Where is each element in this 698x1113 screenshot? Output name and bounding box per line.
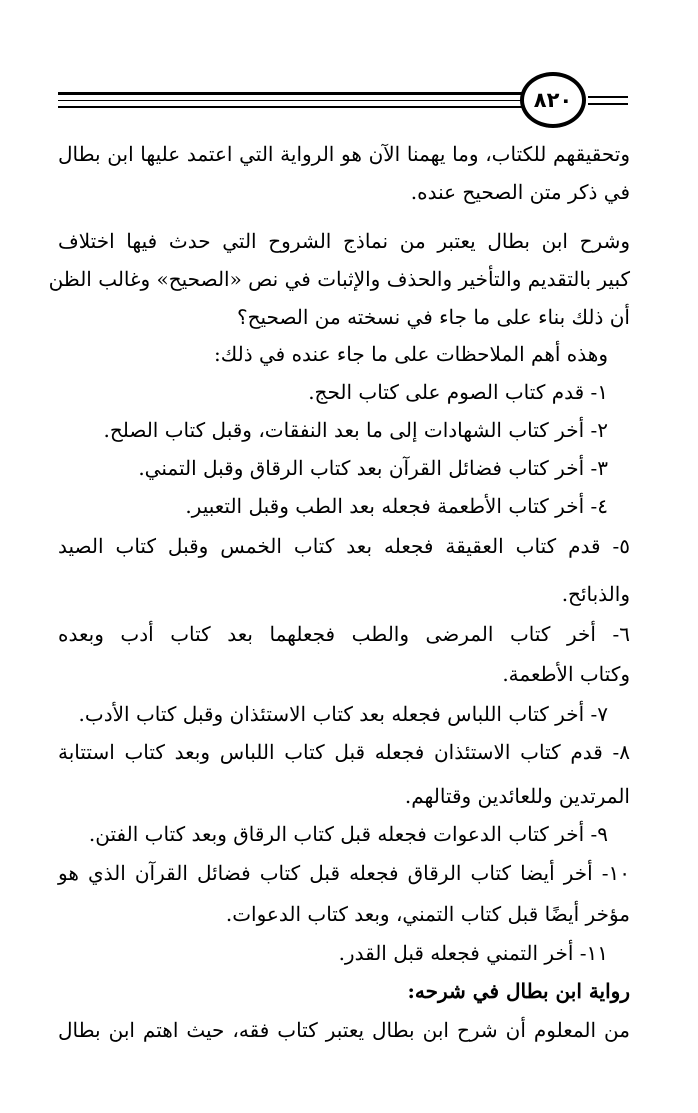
page-number: ٨٢٠ [533, 87, 573, 112]
text-line: في ذكر متن الصحيح عنده. [410, 180, 630, 204]
text-line: وتحقيقهم للكتاب، وما يهمنا الآن هو الرواية التي اعتمد عليها ابن بطال [58, 142, 630, 166]
list-item: ١٠- أخر أيضا كتاب الرقاق فجعله قبل كتاب فضائل القرآن الذي هو [58, 861, 630, 885]
page-header [58, 72, 628, 128]
text-line: مؤخر أيضًا قبل كتاب التمني، وبعد كتاب الدعوات. [225, 902, 630, 926]
text-line: المرتدين وللعائدين وقتالهم. [404, 784, 630, 808]
text-line: وكتاب الأطعمة. [502, 662, 630, 686]
list-item: ١- قدم كتاب الصوم على كتاب الحج. [308, 380, 608, 404]
list-item: ٢- أخر كتاب الشهادات إلى ما بعد النفقات، وقبل كتاب الصلح. [103, 418, 608, 442]
list-item: ٧- أخر كتاب اللباس فجعله بعد كتاب الاستئذان وقبل كتاب الأدب. [78, 702, 608, 726]
text-line: والذبائح. [561, 582, 630, 606]
header-rule [58, 106, 576, 108]
list-item: ٥- قدم كتاب العقيقة فجعله بعد كتاب الخمس وقبل كتاب الصيد [58, 534, 630, 558]
header-rule-right [588, 96, 628, 98]
text-line: وشرح ابن بطال يعتبر من نماذج الشروح التي حدث فيها اختلاف [58, 229, 630, 253]
list-item: ٤- أخر كتاب الأطعمة فجعله بعد الطب وقبل التعبير. [185, 494, 608, 518]
text-line: كبير بالتقديم والتأخير والحذف والإثبات في نص «الصحيح» وغالب الظن [48, 267, 630, 291]
list-item: ٩- أخر كتاب الدعوات فجعله قبل كتاب الرقاق وبعد كتاب الفتن. [88, 822, 608, 846]
text-line: وهذه أهم الملاحظات على ما جاء عنده في ذلك: [214, 342, 608, 366]
page-number-badge [520, 72, 586, 128]
text-line: من المعلوم أن شرح ابن بطال يعتبر كتاب فقه، حيث اهتم ابن بطال [58, 1018, 630, 1042]
list-item: ٨- قدم كتاب الاستئذان فجعله قبل كتاب اللباس وبعد كتاب استتابة [58, 740, 630, 764]
text-line: أن ذلك بناء على ما جاء في نسخته من الصحيح؟ [236, 305, 630, 329]
list-item: ١١- أخر التمني فجعله قبل القدر. [338, 941, 608, 965]
list-item: ٣- أخر كتاب فضائل القرآن بعد كتاب الرقاق وقبل التمني. [138, 456, 608, 480]
header-rule [58, 92, 576, 95]
list-item: ٦- أخر كتاب المرضى والطب فجعلهما بعد كتاب أدب وبعده [58, 622, 630, 646]
header-rule-right [588, 103, 628, 105]
section-heading: رواية ابن بطال في شرحه: [407, 979, 630, 1003]
header-rule [58, 100, 576, 101]
